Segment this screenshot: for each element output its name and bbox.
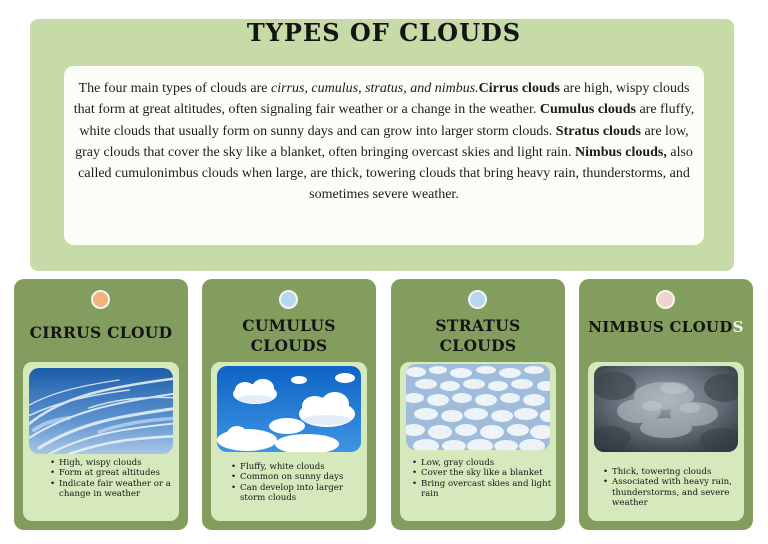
list-item: • Form at great altitudes bbox=[50, 468, 179, 478]
card-title-line: STRATUS bbox=[435, 316, 521, 335]
card-title-suffix: S bbox=[732, 318, 744, 336]
card-cirrus bbox=[14, 279, 188, 530]
list-item: • High, wispy clouds bbox=[50, 458, 179, 468]
list-item: • Bring overcast skies and light rain bbox=[412, 479, 556, 500]
list-item: • Can develop into larger storm clouds bbox=[231, 483, 367, 504]
card-title-cumulus bbox=[202, 316, 376, 356]
card-dot bbox=[468, 290, 487, 309]
card-title-line: NIMBUS CLOUD bbox=[588, 318, 733, 336]
card-dot bbox=[279, 290, 298, 309]
cumulus-term: Cumulus clouds bbox=[539, 102, 636, 118]
card-nimbus bbox=[579, 279, 753, 530]
stratus-description: are low, gray clouds that cover the sky like a blanket, often bringing overcast skies and light rain. bbox=[75, 123, 689, 160]
cirrus-term: Cirrus clouds bbox=[478, 81, 560, 96]
cumulus-description: are fluffy, white clouds that usually form on sunny days and can grow into larger storm clouds. bbox=[79, 102, 695, 139]
list-item: • Indicate fair weather or a change in weather bbox=[50, 479, 179, 500]
list-item: • Cover the sky like a blanket bbox=[412, 468, 556, 478]
list-item: • Thick, towering clouds bbox=[603, 467, 744, 477]
cumulus-cloud-photo bbox=[217, 366, 361, 452]
intro-paragraph bbox=[70, 78, 698, 206]
card-title-line: CUMULUS bbox=[242, 316, 336, 335]
card-dot bbox=[656, 290, 675, 309]
stratus-cloud-photo bbox=[406, 364, 550, 450]
intro-lead: The four main types of clouds are bbox=[78, 81, 271, 96]
page-title: TYPES OF CLOUDS bbox=[246, 18, 522, 47]
card-inner bbox=[211, 362, 367, 521]
bullet-list-stratus bbox=[400, 458, 556, 500]
intro-cloud-list: cirrus, cumulus, stratus, and nimbus. bbox=[270, 81, 479, 96]
card-title-line: CLOUDS bbox=[250, 336, 328, 355]
card-title-nimbus bbox=[579, 317, 753, 337]
card-title-line: CLOUDS bbox=[439, 336, 517, 355]
card-title-cirrus bbox=[14, 323, 188, 343]
nimbus-term: Nimbus clouds, bbox=[575, 144, 667, 160]
list-item: • Common on sunny days bbox=[231, 472, 367, 482]
list-item: • Low, gray clouds bbox=[412, 458, 556, 468]
card-inner bbox=[588, 362, 744, 521]
card-stratus bbox=[391, 279, 565, 530]
bullet-list-cirrus bbox=[23, 458, 179, 500]
nimbus-cloud-photo bbox=[594, 366, 738, 452]
card-inner bbox=[23, 362, 179, 521]
intro-box bbox=[64, 66, 704, 245]
cirrus-cloud-photo bbox=[29, 368, 173, 454]
bullet-list-cumulus bbox=[211, 462, 367, 504]
nimbus-description: also called cumulonimbus clouds when large, are thick, towering clouds that bring heavy rain, thunderstorms, and sometimes severe weather. bbox=[78, 144, 693, 203]
card-inner bbox=[400, 362, 556, 521]
list-item: • Associated with heavy rain, thunderstorms, and severe weather bbox=[603, 477, 744, 508]
card-cumulus bbox=[202, 279, 376, 530]
bullet-list-nimbus bbox=[588, 467, 744, 509]
card-title-stratus bbox=[391, 316, 565, 356]
cirrus-description: are high, wispy clouds that form at great altitudes, often signaling fair weather or a change in the weather. bbox=[73, 81, 690, 118]
stratus-term: Stratus clouds bbox=[555, 123, 641, 139]
card-title-line: CIRRUS CLOUD bbox=[29, 323, 173, 342]
list-item: • Fluffy, white clouds bbox=[231, 462, 367, 472]
card-dot bbox=[91, 290, 110, 309]
